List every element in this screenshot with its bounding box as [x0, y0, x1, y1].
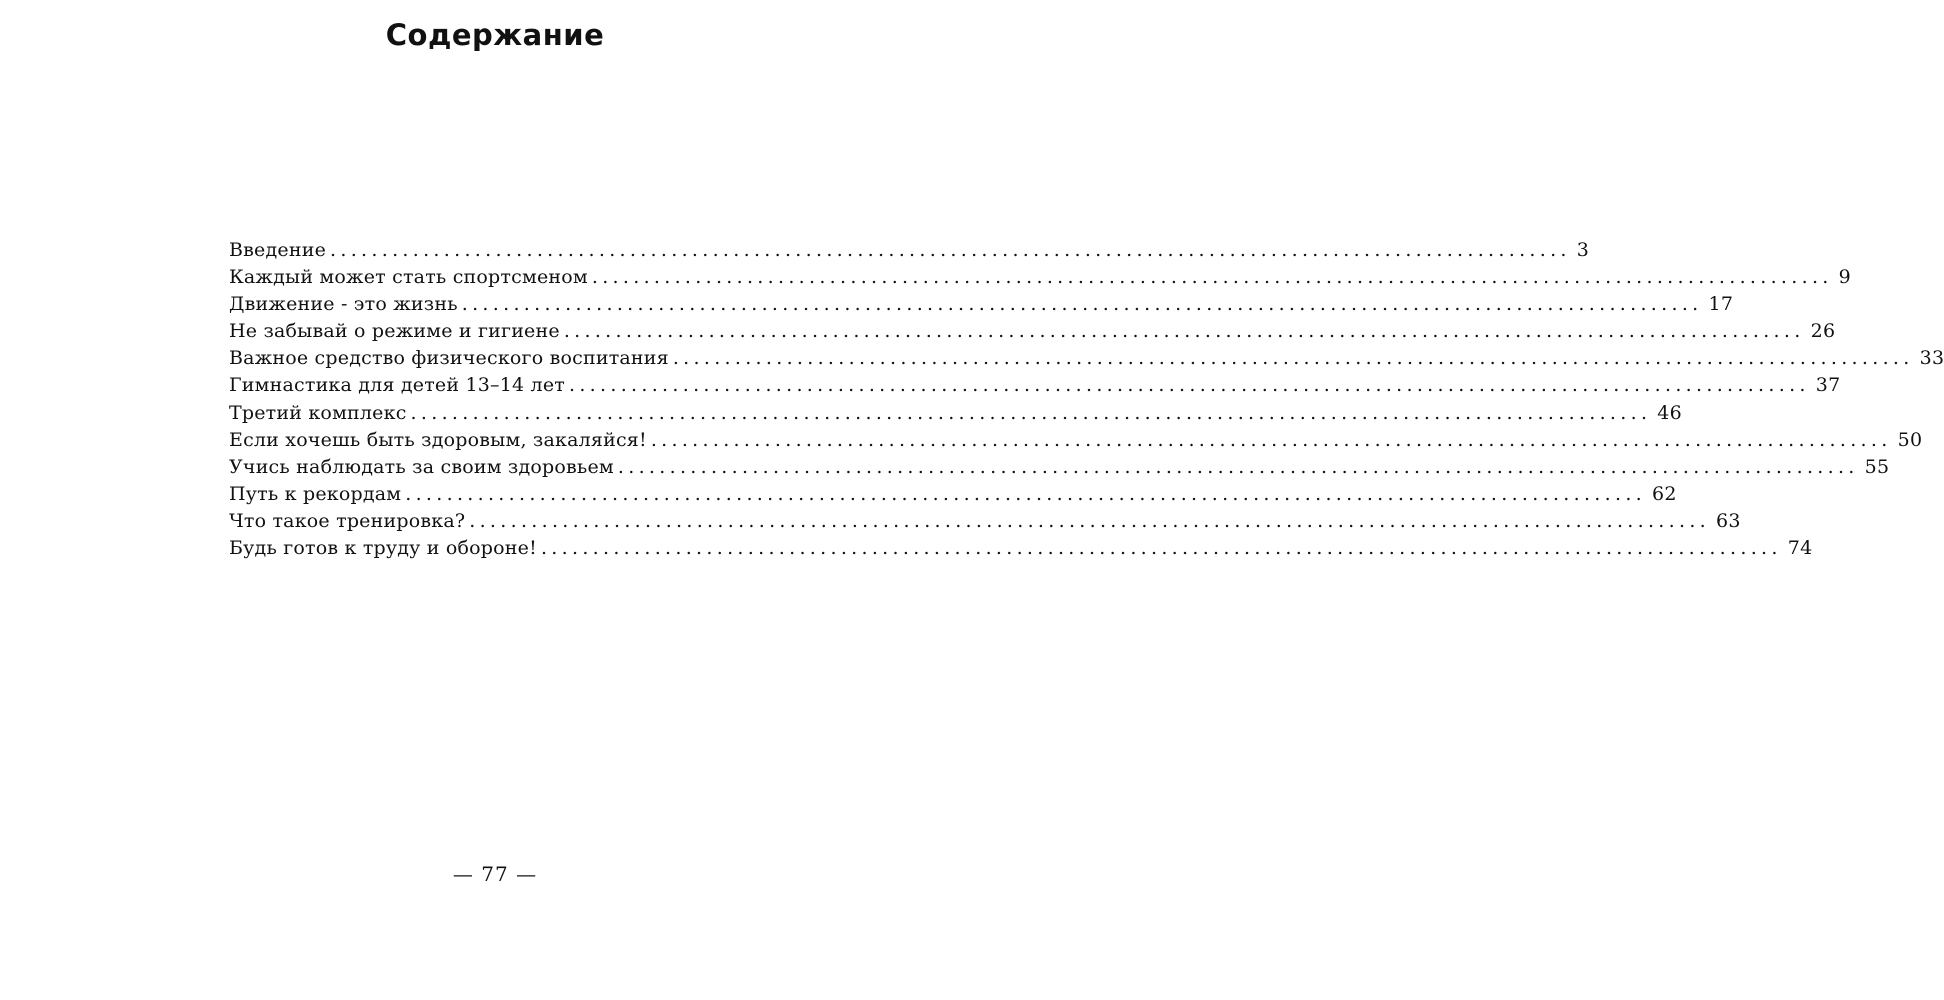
- dot-leader: ........................................................................................................................: [540, 537, 1782, 560]
- dot-leader: ........................................................................................................................: [330, 239, 1571, 261]
- dot-leader: ........................................................................................................................: [410, 401, 1652, 424]
- dot-leader: ........................................................................................................................: [461, 293, 1703, 316]
- toc-entry-title: Гимнастика для детей 13–14 лет: [229, 374, 565, 397]
- toc-entry-page: 46: [1657, 401, 1683, 424]
- toc-entry-title: Каждый может стать спортсменом: [229, 266, 588, 289]
- toc-entry: [229, 508, 1741, 535]
- toc-entry-title: Не забывай о режиме и гигиене: [229, 320, 560, 343]
- table-of-contents: [229, 237, 1944, 562]
- toc-entry-page: 55: [1864, 455, 1890, 478]
- page-title: Содержание: [385, 18, 605, 52]
- toc-entry: [229, 318, 1836, 345]
- toc-entry: [229, 345, 1944, 372]
- toc-entry-title: Если хочешь быть здоровым, закаляйся!: [229, 428, 647, 451]
- toc-entry-page: 62: [1652, 482, 1677, 505]
- toc-entry: [229, 535, 1813, 562]
- toc-entry-title: Учись наблюдать за своим здоровьем: [229, 455, 614, 478]
- dot-leader: ........................................................................................................................: [672, 347, 1914, 370]
- toc-entry: [229, 237, 1590, 264]
- toc-entry-page: 74: [1787, 537, 1813, 560]
- toc-entry-page: 63: [1716, 509, 1741, 532]
- toc-entry: [229, 481, 1677, 508]
- toc-entry-title: Движение - это жизнь: [229, 293, 458, 316]
- toc-entry-page: 17: [1708, 293, 1734, 316]
- toc-entry-title: Будь готов к труду и обороне!: [229, 537, 537, 560]
- toc-entry-page: 9: [1838, 266, 1852, 289]
- dot-leader: ........................................................................................................................: [469, 509, 1710, 532]
- dot-leader: ........................................................................................................................: [563, 320, 1805, 343]
- toc-entry-page: 37: [1815, 374, 1841, 397]
- toc-entry-title: Третий комплекс: [229, 401, 407, 424]
- toc-entry: [229, 454, 1890, 481]
- toc-entry-page: 26: [1810, 320, 1836, 343]
- toc-entry-page: 33: [1919, 347, 1944, 370]
- dot-leader: ........................................................................................................................: [591, 266, 1833, 289]
- dot-leader: ........................................................................................................................: [405, 482, 1646, 505]
- toc-entry-title: Важное средство физического воспитания: [229, 347, 669, 370]
- dot-leader: ........................................................................................................................: [650, 428, 1892, 451]
- toc-entry-title: Путь к рекордам: [229, 482, 402, 505]
- toc-entry-page: 3: [1576, 239, 1590, 261]
- dot-leader: ........................................................................................................................: [569, 374, 1810, 397]
- page-number: — 77 —: [452, 862, 538, 886]
- toc-entry-title: Что такое тренировка?: [229, 509, 466, 532]
- toc-entry-title: Введение: [229, 239, 327, 261]
- toc-entry-page: 50: [1897, 428, 1923, 451]
- toc-entry: [229, 264, 1852, 291]
- toc-entry: [229, 372, 1841, 399]
- toc-entry: [229, 400, 1683, 427]
- toc-entry: [229, 427, 1923, 454]
- toc-entry: [229, 291, 1734, 318]
- dot-leader: ........................................................................................................................: [617, 455, 1859, 478]
